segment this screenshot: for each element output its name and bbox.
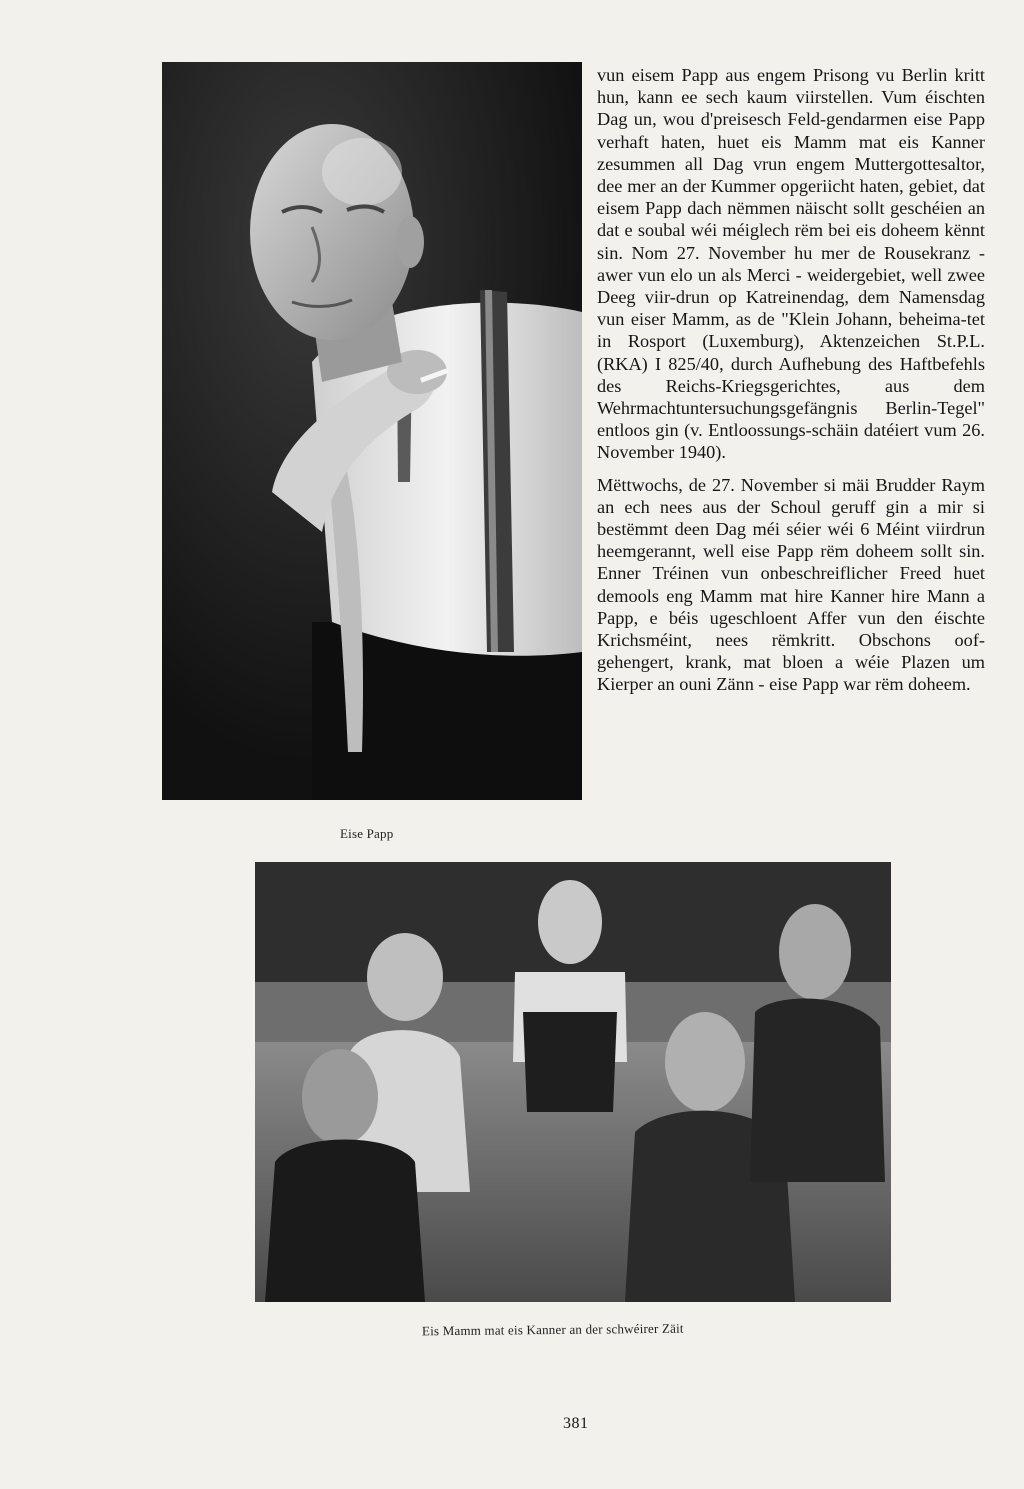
article-text	[597, 64, 985, 696]
paragraph-1: vun eisem Papp aus engem Prisong vu Berlin kritt hun, kann ee sech kaum viirstellen. Vum éischten Dag un, wou d'preisesch Feld-gendarmen eise Papp verhaft haten, huet eis Mamm mat eis Kanner zesummen all Dag vrun engem Muttergottesaltor, dee mer an der Kummer opgeriicht haten, gebiet, dat eisem Papp dach nëmmen näischt sollt geschéien an dat e soubal wéi méiglech rëm bei eis doheem kënnt sin. Nom 27. November hu mer de Rousekranz -awer vun elo un als Merci - weidergebiet, well zwee Deeg viir-drun op Katreinendag, dem Namensdag vun eiser Mamm, as de "Klein Johann, beheima-tet in Rosport (Luxemburg), Aktenzeichen St.P.L. (RKA) I 825/40, durch Aufhebung des Haftbefehls des Reichs-Kriegsgerichtes, aus dem Wehrmachtuntersuchungsgefängnis Berlin-Tegel" entloos gin (v. Entloossungs-schäin datéiert vum 26. November 1940).	[597, 65, 985, 463]
portrait-caption: Eise Papp	[340, 826, 394, 841]
paragraph-2: Mëttwochs, de 27. November si mäi Brudder Raym an ech nees aus der Schoul geruff gin a mir si bestëmmt deen Dag méi séier wéi 6 Méint viirdrun heemgerannt, well eise Papp rëm doheem sollt sin. Enner Tréinen vun onbeschreiflicher Freed huet demools eng Mamm mat hire Kanner hire Mann a Papp, e béis ugeschloent Affer vun den éischte Krichsméint, nees rëmkritt. Obschons oof-gehengert, krank, mat bloen a wéie Plazen um Kierper an ouni Zänn - eise Papp war rëm doheem.	[597, 474, 985, 695]
portrait-illustration	[162, 62, 582, 800]
page-number: 381	[563, 1415, 589, 1432]
family-illustration	[255, 862, 891, 1302]
family-photo	[255, 862, 891, 1302]
family-caption: Eis Mamm mat eis Kanner an der schwéirer Zäit	[421, 1320, 684, 1339]
portrait-photo	[162, 62, 582, 800]
